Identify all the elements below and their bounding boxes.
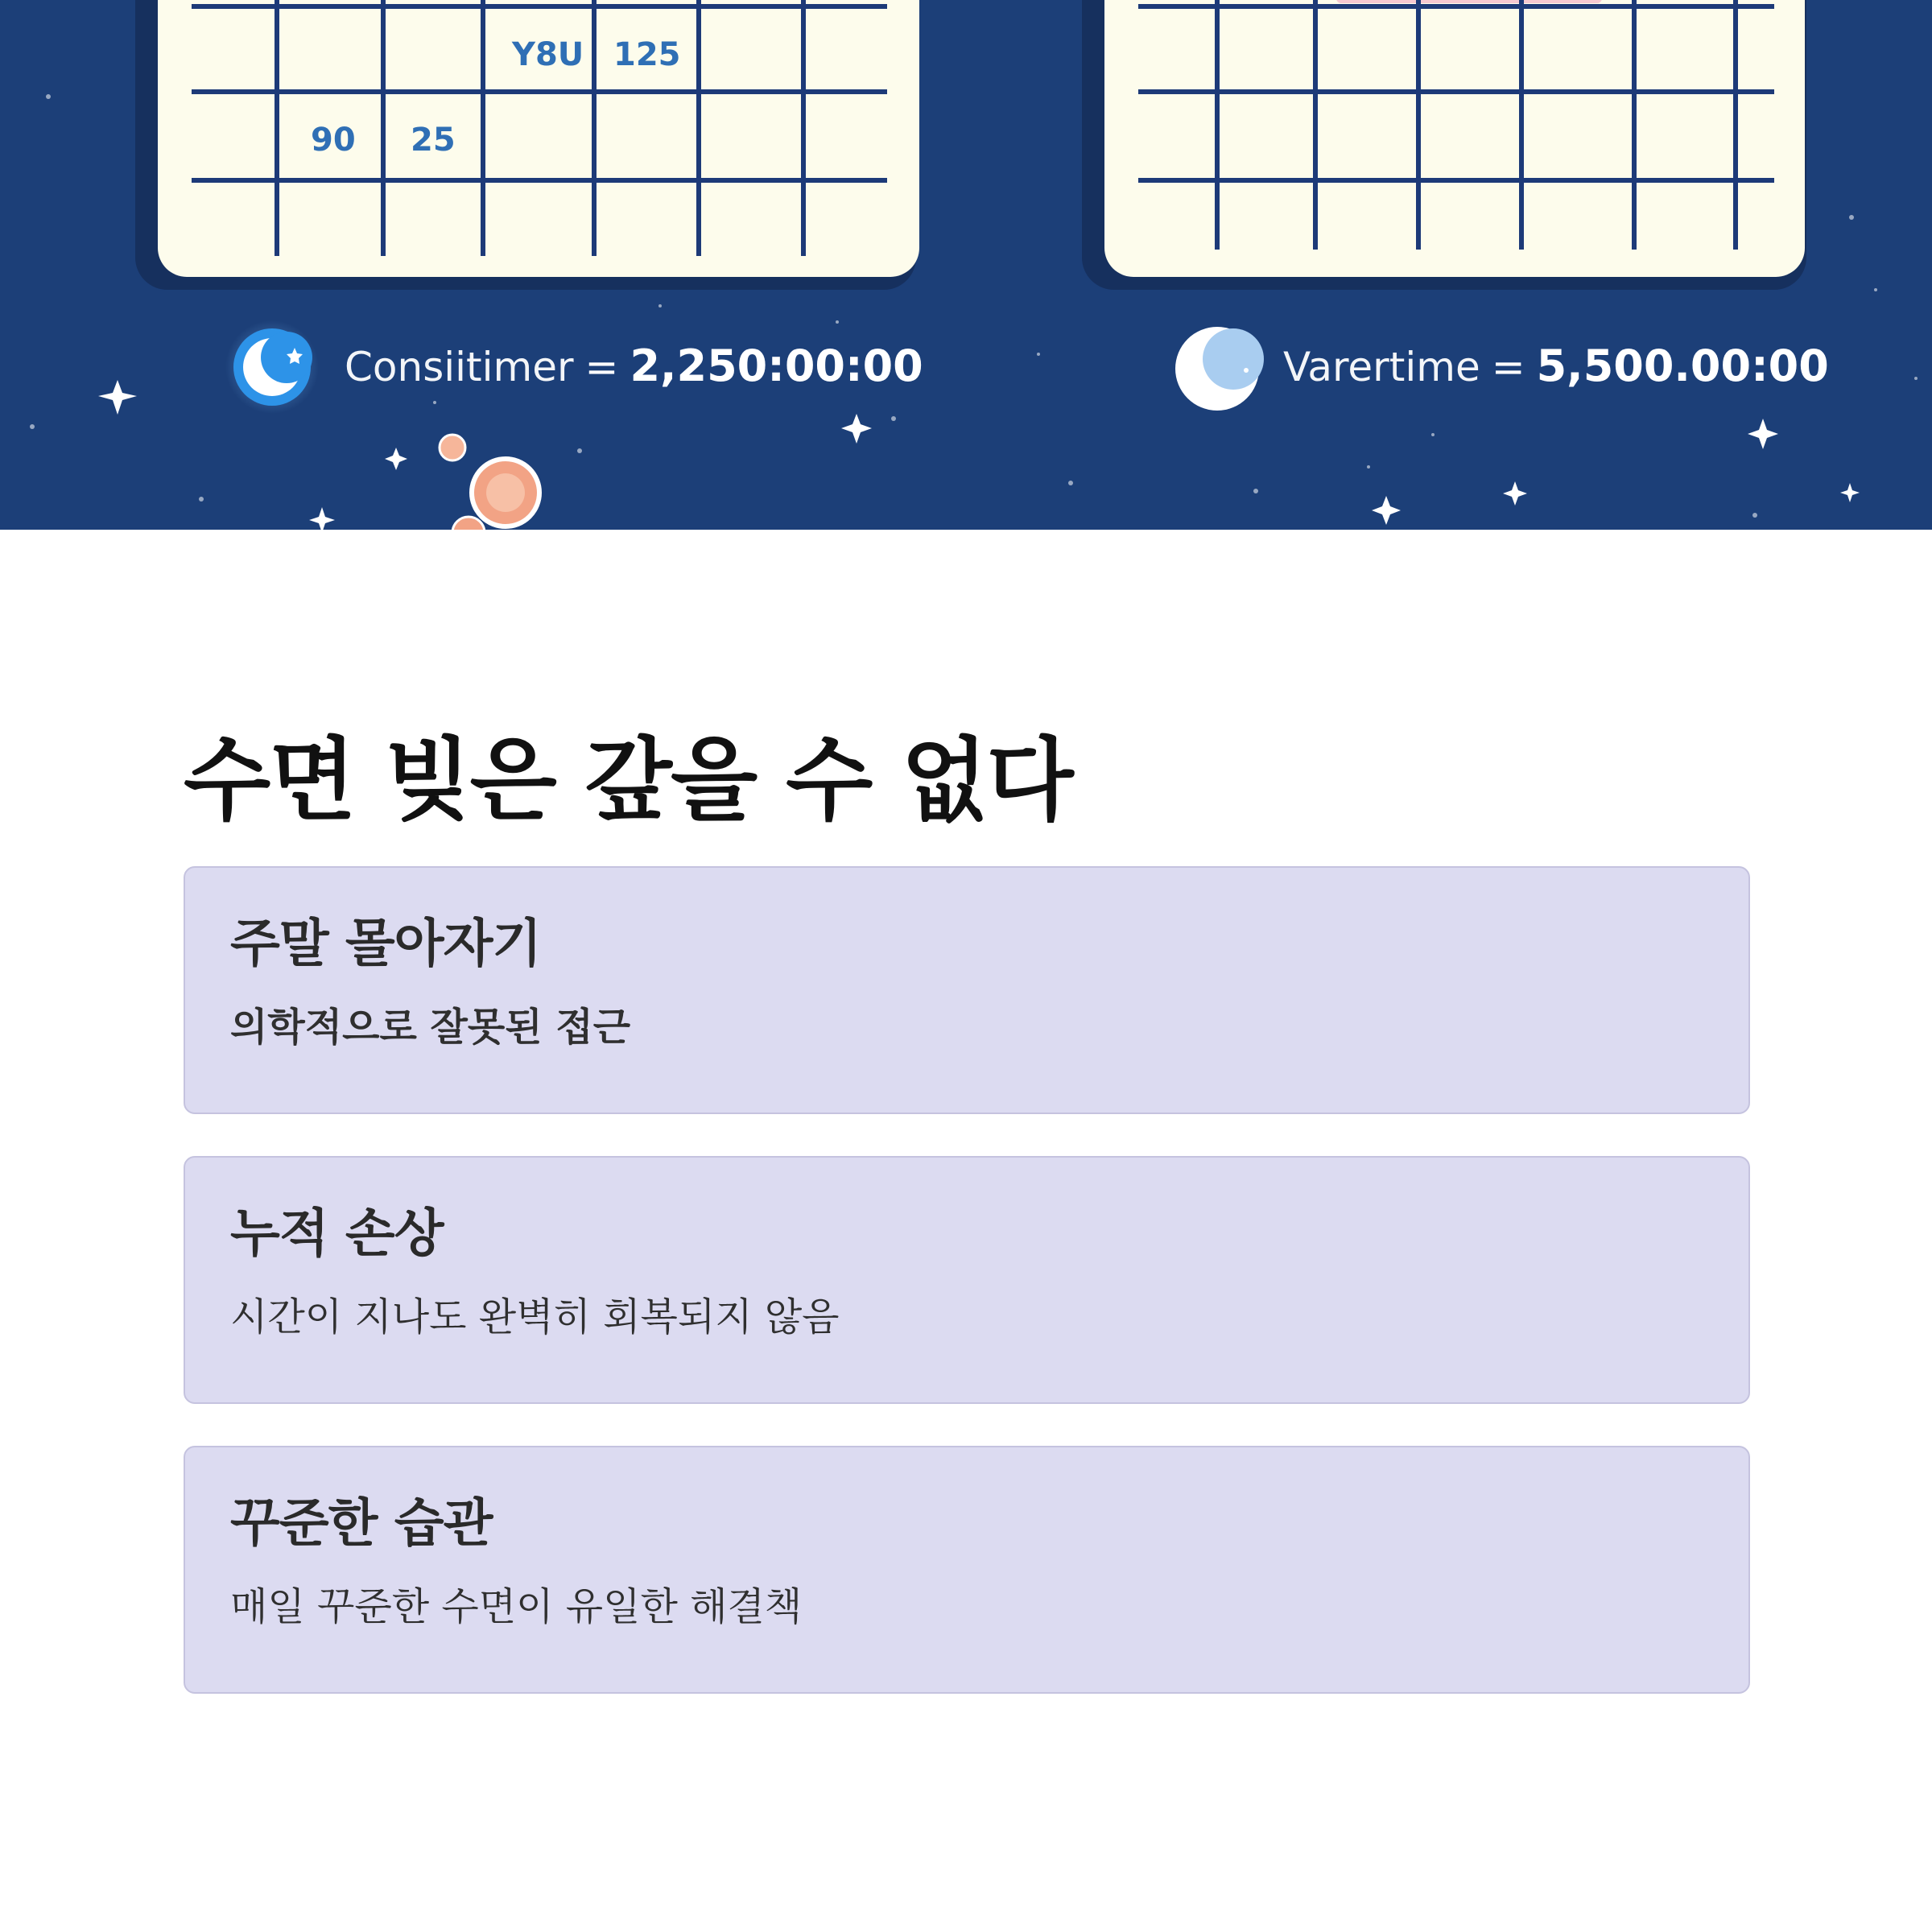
card-description: 매일 꾸준한 수면이 유일한 해결책 [230, 1584, 803, 1629]
info-card-steady-habit [184, 1446, 1750, 1694]
left-total-label [345, 336, 923, 396]
right-calendar-grid [1082, 0, 1806, 290]
info-card-cumulative-damage [184, 1156, 1750, 1404]
grid-cell-value: 125 [613, 36, 681, 73]
grid-cell-value: 90 [311, 122, 356, 159]
page-title: 수면 빚은 갚을 수 없다 [184, 729, 1072, 833]
moon-icon [225, 320, 319, 414]
equals-sign: = [1491, 344, 1525, 390]
equals-sign: = [584, 344, 619, 390]
grid-cell-value: 25 [411, 122, 456, 159]
hero-illustration [0, 0, 1932, 530]
night-sky-scene [0, 0, 1932, 530]
grid-cell-value: Y8U [512, 36, 584, 73]
main-content [184, 724, 1750, 1736]
right-total-label [1283, 336, 1829, 396]
left-label-name: Consiitimer [345, 344, 574, 390]
right-label-name: Varertime [1283, 344, 1480, 390]
left-label-value: 2,250:00:00 [630, 341, 923, 391]
info-card-weekend-sleep [184, 866, 1750, 1114]
right-label-value: 5,500.00:00 [1536, 341, 1829, 391]
card-description: 의학적으로 잘못된 접근 [230, 1005, 631, 1050]
card-title: 꾸준한 습관 [230, 1494, 493, 1554]
card-title: 주말 몰아자기 [230, 914, 542, 974]
card-description: 시간이 지나도 완벽히 회복되지 않음 [230, 1294, 840, 1340]
card-title: 누적 손상 [230, 1204, 444, 1264]
